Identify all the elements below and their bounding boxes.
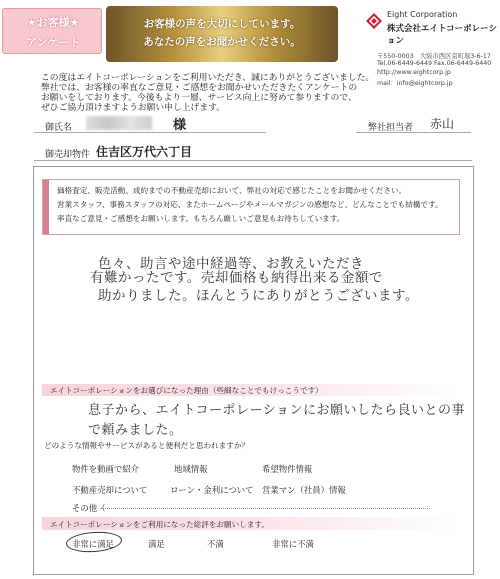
- company-phone: Tel.06-6449-6449 Fax.06-6449-6440: [377, 60, 492, 67]
- option-selling[interactable]: 不動産売却について: [72, 485, 148, 495]
- banner-line-1: お客様の声を大切にしています。: [143, 18, 301, 30]
- banner-line-2: あなたの声をお聞かせください。: [143, 36, 301, 48]
- badge-line-2: アンケート: [25, 36, 81, 49]
- option-wanted-property[interactable]: 希望物件情報: [262, 464, 313, 474]
- company-address: 〒550-0003 大阪市西区京町堀3-6-17: [377, 53, 491, 60]
- option-loan[interactable]: ローン・金利について: [170, 485, 254, 495]
- rating-very-dissatisfied[interactable]: 非常に不満: [272, 539, 314, 549]
- company-name-jp: 株式会社エイトコーポレーション: [387, 24, 497, 46]
- option-staff-info[interactable]: 営業マン（社員）情報: [262, 485, 346, 495]
- property-underline: [34, 160, 472, 161]
- question-1-line-1: 価格査定、販売活動、成約までの不動産売却において、弊社の対応で感じたことをお聞かせください。: [57, 186, 407, 195]
- rating-satisfied[interactable]: 満足: [148, 539, 165, 549]
- company-name-en: Eight Corporation: [387, 10, 458, 19]
- question-4-label: エイトコーポレーションをご利用になった総評をお願いします。: [50, 520, 269, 529]
- question-1-accent: [43, 180, 49, 234]
- rep-underline: [356, 132, 471, 133]
- answer-1-line-1: 色々、助言や途中経過等、お教えいただき: [98, 256, 364, 272]
- question-3-label: どのような情報やサービスがあると便利だと思われますか？: [44, 441, 250, 450]
- answer-1-line-2: 有難かったです。売却価格も納得出来る金額で: [90, 270, 383, 286]
- option-area-info[interactable]: 地域情報: [174, 464, 208, 474]
- rating-dissatisfied[interactable]: 不満: [207, 539, 224, 549]
- question-1-line-2: 営業スタッフ、事務スタッフの対応、またホームページやメールマガジンの感想など、どんなことでも結構です。: [57, 200, 443, 209]
- intro-line-4: ぜひご協力頂けますようお願い申し上げます。: [41, 103, 226, 113]
- question-1-line-3: 率直なご意見・ご感想をお願いします。もちろん厳しいご意見もお待ちしています。: [57, 214, 345, 223]
- company-logo-icon: [365, 12, 383, 30]
- rep-name: 赤山: [430, 117, 455, 131]
- property-label: 御売却物件: [45, 150, 91, 160]
- answer-2-line-2: で頼みました。: [88, 423, 183, 438]
- intro-line-2: 弊社では、お客様の率直なご意見・ご感想をお聞かせいただきたくアンケートの: [41, 83, 358, 93]
- rep-label: 弊社担当者: [368, 123, 414, 133]
- header-banner: [106, 6, 338, 62]
- company-email: mail：info@eightcorp.jp: [377, 80, 453, 87]
- intro-line-1: この度はエイトコーポレーションをご利用いただき、誠にありがとうございました。: [41, 73, 375, 83]
- question-1-box: [42, 179, 460, 235]
- answer-1-line-3: 助かりました。ほんとうにありがとうございます。: [98, 288, 419, 304]
- question-2-bar: [42, 384, 460, 396]
- name-label: 御氏名: [45, 123, 73, 133]
- name-underline: [34, 132, 266, 133]
- answer-2-line-1: 息子から、エイトコーポレーションにお願いしたら良いとの事: [88, 403, 465, 418]
- other-input-line[interactable]: [100, 508, 430, 509]
- rating-very-satisfied[interactable]: 非常に満足: [72, 539, 114, 549]
- badge-line-1: ★お客様★: [26, 16, 80, 29]
- question-4-bar: [42, 517, 460, 530]
- redacted-name: [86, 116, 152, 130]
- question-2-label: エイトコーポレーションをお選びになった理由（些細なことでもけっこうです）: [50, 386, 323, 395]
- property-value: 住吉区万代六丁目: [96, 145, 193, 159]
- honorific: 様: [173, 118, 187, 133]
- intro-line-3: お願いをしております。今後もより一層、サービス向上に努めて参りますので、: [41, 93, 357, 103]
- survey-badge: [2, 8, 102, 54]
- option-other[interactable]: その他（: [72, 503, 106, 513]
- option-video[interactable]: 物件を動画で紹介: [72, 464, 139, 474]
- company-url: http://www.eightcorp.jp: [377, 69, 451, 76]
